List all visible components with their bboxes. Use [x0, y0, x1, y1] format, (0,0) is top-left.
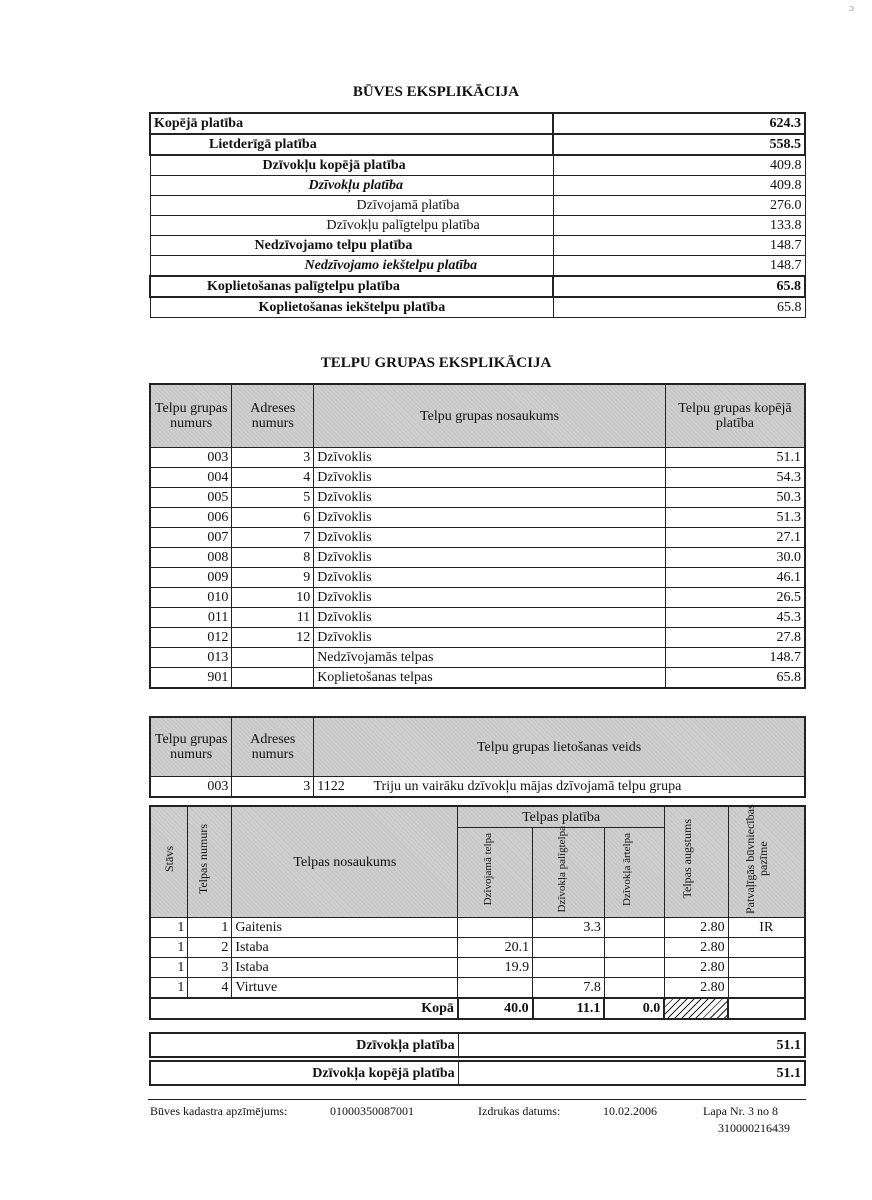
table-row: [150, 628, 805, 648]
unauthorized-header: Patvaļīgās būvniecības pazīme: [728, 806, 805, 918]
nonresidential-area-label: Nedzīvojamo telpu platība: [150, 236, 553, 256]
total-row: [150, 998, 805, 1019]
usage-table: [149, 716, 806, 798]
table-row: [150, 468, 805, 488]
cadastre-label: Būves kadastra apzīmējums:: [150, 1104, 288, 1118]
table-row: [150, 588, 805, 608]
area-cell: 45.3: [665, 608, 805, 628]
area-cell: 54.3: [665, 468, 805, 488]
name-cell: Dzīvoklis: [314, 488, 666, 508]
floor-header: Stāvs: [150, 806, 188, 918]
unauthorized-cell: [728, 978, 805, 999]
outdoor-room-header: Dzīvokļa ārtelpa: [604, 828, 664, 918]
table-header-row: [150, 806, 805, 828]
outdoor-cell: [604, 978, 664, 999]
total-aux: 11.1: [533, 998, 605, 1019]
floor-cell: 1: [150, 958, 188, 978]
common-aux-area-value: 65.8: [553, 276, 805, 297]
living-cell: [458, 978, 533, 999]
apartment-total-area-label: Dzīvokļa kopējā platība: [150, 1061, 458, 1085]
unauthorized-cell: [728, 958, 805, 978]
buves-title: BŪVES EKSPLIKĀCIJA: [352, 84, 520, 100]
address-cell: 7: [232, 528, 314, 548]
table-row: [150, 176, 805, 196]
common-indoor-area-label: Koplietošanas iekštelpu platība: [150, 297, 553, 318]
table-row: [150, 958, 805, 978]
common-indoor-area-value: 65.8: [553, 297, 805, 318]
table-row: [150, 508, 805, 528]
table-row: [150, 528, 805, 548]
apartments-area-label: Dzīvokļu platība: [150, 176, 553, 196]
corner-mark: ɔ: [849, 2, 854, 14]
usage-type-cell: [314, 777, 805, 798]
auxiliary-area-value: 133.8: [553, 216, 805, 236]
room-name-header: Telpas nosaukums: [232, 806, 458, 918]
table-row: [150, 777, 805, 798]
usage-group-number-header: Telpu grupas numurs: [150, 717, 232, 777]
apartment-area-label: Dzīvokļa platība: [150, 1033, 458, 1057]
living-cell: [458, 918, 533, 938]
table-row: [150, 236, 805, 256]
name-cell: Nedzīvojamās telpas: [314, 648, 666, 668]
total-area-value: 624.3: [553, 113, 805, 134]
area-cell: 26.5: [665, 588, 805, 608]
total-living: 40.0: [458, 998, 533, 1019]
name-cell: Dzīvoklis: [314, 468, 666, 488]
address-cell: [232, 668, 314, 689]
document-number: 310000216439: [718, 1121, 790, 1135]
usage-type-header: Telpu grupas lietošanas veids: [314, 717, 805, 777]
area-cell: 51.1: [665, 448, 805, 468]
room-name-cell: Istaba: [232, 958, 458, 978]
apartment-total-area-value: 51.1: [458, 1061, 805, 1085]
address-number-header: Adreses numurs: [232, 384, 314, 448]
height-cell: 2.80: [664, 938, 728, 958]
group-cell: 005: [150, 488, 232, 508]
total-height-hatch: [664, 998, 728, 1019]
group-cell: 007: [150, 528, 232, 548]
outdoor-cell: [604, 918, 664, 938]
rooms-table: [149, 805, 806, 1020]
table-row: [150, 488, 805, 508]
group-cell: 006: [150, 508, 232, 528]
footer-divider: [148, 1099, 806, 1100]
room-height-header: Telpas augstums: [664, 806, 728, 918]
telpu-grupas-title: TELPU GRUPAS EKSPLIKĀCIJA: [320, 355, 552, 371]
group-number-header: Telpu grupas numurs: [150, 384, 232, 448]
area-cell: 50.3: [665, 488, 805, 508]
useful-area-value: 558.5: [553, 134, 805, 155]
group-cell: 004: [150, 468, 232, 488]
room-number-header: Telpas numurs: [188, 806, 232, 918]
usage-address-number-header: Adreses numurs: [232, 717, 314, 777]
table-row: [150, 113, 805, 134]
print-date-label: Izdrukas datums:: [478, 1104, 561, 1118]
aux-cell: 7.8: [533, 978, 605, 999]
floor-cell: 1: [150, 918, 188, 938]
area-cell: 46.1: [665, 568, 805, 588]
area-cell: 27.8: [665, 628, 805, 648]
room-number-cell: 4: [188, 978, 232, 999]
total-empty-cell: [728, 998, 805, 1019]
room-number-cell: 1: [188, 918, 232, 938]
table-header-row: [150, 384, 805, 448]
usage-description: Triju un vairāku dzīvokļu mājas dzīvojamā telpu grupa: [373, 779, 682, 794]
living-area-label: Dzīvojamā platība: [150, 196, 553, 216]
table-row: [150, 1033, 805, 1057]
room-area-header: Telpas platība: [458, 806, 664, 828]
living-cell: 20.1: [458, 938, 533, 958]
useful-area-label: Lietderīgā platība: [150, 134, 553, 155]
auxiliary-area-label: Dzīvokļu palīgtelpu platība: [150, 216, 553, 236]
usage-address-cell: 3: [232, 777, 314, 798]
height-cell: 2.80: [664, 918, 728, 938]
total-area-label: Kopējā platība: [150, 113, 553, 134]
print-date-value: 10.02.2006: [603, 1104, 657, 1118]
apartment-area-table: [149, 1032, 806, 1058]
address-cell: 6: [232, 508, 314, 528]
name-cell: Dzīvoklis: [314, 628, 666, 648]
name-cell: Koplietošanas telpas: [314, 668, 666, 689]
apartment-area-value: 51.1: [458, 1033, 805, 1057]
outdoor-cell: [604, 958, 664, 978]
name-cell: Dzīvoklis: [314, 448, 666, 468]
address-cell: 5: [232, 488, 314, 508]
table-row: [150, 448, 805, 468]
room-number-cell: 2: [188, 938, 232, 958]
group-cell: 008: [150, 548, 232, 568]
table-row: [150, 256, 805, 277]
table-row: [150, 648, 805, 668]
group-cell: 013: [150, 648, 232, 668]
table-row: [150, 216, 805, 236]
common-aux-area-label: Koplietošanas palīgtelpu platība: [150, 276, 553, 297]
height-cell: 2.80: [664, 978, 728, 999]
name-cell: Dzīvoklis: [314, 568, 666, 588]
name-cell: Dzīvoklis: [314, 528, 666, 548]
table-row: [150, 938, 805, 958]
table-row: [150, 134, 805, 155]
address-cell: 4: [232, 468, 314, 488]
table-row: [150, 568, 805, 588]
address-cell: 12: [232, 628, 314, 648]
group-cell: 011: [150, 608, 232, 628]
group-cell: 009: [150, 568, 232, 588]
room-name-cell: Gaitenis: [232, 918, 458, 938]
floor-cell: 1: [150, 978, 188, 999]
address-cell: 10: [232, 588, 314, 608]
address-cell: 11: [232, 608, 314, 628]
aux-cell: 3.3: [533, 918, 605, 938]
apartments-total-area-label: Dzīvokļu kopējā platība: [150, 155, 553, 176]
table-row: [150, 276, 805, 297]
group-name-header: Telpu grupas nosaukums: [314, 384, 666, 448]
apartments-total-area-value: 409.8: [553, 155, 805, 176]
room-groups-table: [149, 383, 806, 689]
cadastre-value: 01000350087001: [330, 1104, 414, 1118]
address-cell: 8: [232, 548, 314, 568]
table-row: [150, 297, 805, 318]
table-row: [150, 1061, 805, 1085]
usage-group-cell: 003: [150, 777, 232, 798]
table-row: [150, 918, 805, 938]
table-row: [150, 155, 805, 176]
total-label: Kopā: [150, 998, 458, 1019]
page-number: Lapa Nr. 3 no 8: [703, 1104, 778, 1118]
floor-cell: 1: [150, 938, 188, 958]
living-area-value: 276.0: [553, 196, 805, 216]
table-header-row: [150, 717, 805, 777]
nonresidential-indoor-area-label: Nedzīvojamo iekštelpu platība: [150, 256, 553, 277]
name-cell: Dzīvoklis: [314, 508, 666, 528]
table-row: [150, 668, 805, 689]
unauthorized-cell: [728, 938, 805, 958]
room-name-cell: Virtuve: [232, 978, 458, 999]
apartments-area-value: 409.8: [553, 176, 805, 196]
table-row: [150, 608, 805, 628]
table-row: [150, 978, 805, 999]
height-cell: 2.80: [664, 958, 728, 978]
outdoor-cell: [604, 938, 664, 958]
area-cell: 30.0: [665, 548, 805, 568]
aux-cell: [533, 958, 605, 978]
apartment-total-area-table: [149, 1060, 806, 1086]
address-cell: 3: [232, 448, 314, 468]
nonresidential-indoor-area-value: 148.7: [553, 256, 805, 277]
group-cell: 003: [150, 448, 232, 468]
group-cell: 901: [150, 668, 232, 689]
area-cell: 65.8: [665, 668, 805, 689]
unauthorized-cell: IR: [728, 918, 805, 938]
name-cell: Dzīvoklis: [314, 588, 666, 608]
group-area-header: Telpu grupas kopējā platība: [665, 384, 805, 448]
table-row: [150, 548, 805, 568]
address-cell: [232, 648, 314, 668]
living-cell: 19.9: [458, 958, 533, 978]
usage-code: 1122: [317, 779, 345, 794]
name-cell: Dzīvoklis: [314, 548, 666, 568]
room-number-cell: 3: [188, 958, 232, 978]
name-cell: Dzīvoklis: [314, 608, 666, 628]
area-cell: 27.1: [665, 528, 805, 548]
room-name-cell: Istaba: [232, 938, 458, 958]
address-cell: 9: [232, 568, 314, 588]
area-cell: 148.7: [665, 648, 805, 668]
total-outdoor: 0.0: [604, 998, 664, 1019]
group-cell: 010: [150, 588, 232, 608]
table-row: [150, 196, 805, 216]
aux-cell: [533, 938, 605, 958]
nonresidential-area-value: 148.7: [553, 236, 805, 256]
group-cell: 012: [150, 628, 232, 648]
living-room-header: Dzīvojamā telpa: [458, 828, 533, 918]
auxiliary-room-header: Dzīvokļa palīgtelpa: [533, 828, 605, 918]
area-cell: 51.3: [665, 508, 805, 528]
buves-table: [149, 112, 806, 318]
